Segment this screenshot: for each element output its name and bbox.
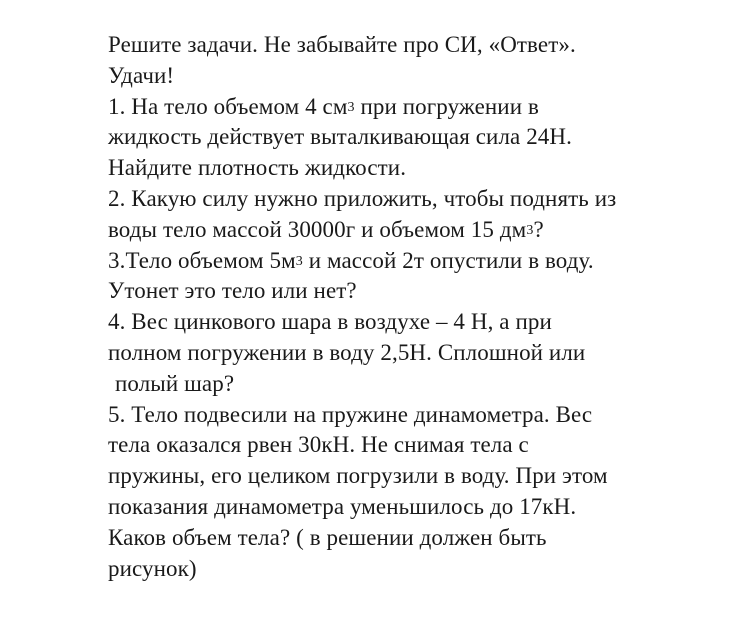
- task-4-line-3: полый шар?: [115, 370, 235, 396]
- task-2-line-2: [108, 215, 728, 246]
- task-5-line-3: пружины, его целиком погрузили в воду. При этом: [108, 463, 608, 489]
- task-5-line-6: рисунок): [108, 555, 197, 581]
- task-3-text: 3.Тело объемом 5м: [108, 247, 296, 273]
- task-5-line-5: Каков объем тела? ( в решении должен быть: [108, 524, 547, 550]
- task-5-line-4: показания динамометра уменьшилось до 17кН.: [108, 493, 577, 519]
- task-2-line-1: 2. Какую силу нужно приложить, чтобы поднять из: [108, 185, 617, 211]
- task-5-line-1: 5. Тело подвесили на пружине динамометра. Вес: [108, 401, 593, 427]
- task-text-block: [108, 30, 728, 584]
- intro-good-luck: Удачи!: [108, 62, 175, 88]
- task-1-line-3: Найдите плотность жидкости.: [108, 155, 407, 181]
- task-4-line-2: полном погружении в воду 2,5Н. Сплошной или: [108, 339, 586, 365]
- intro-instruction: Решите задачи. Не забывайте про СИ, «Ответ».: [108, 32, 576, 57]
- task-1-line-1: [108, 92, 728, 123]
- superscript-cube: 3: [347, 99, 355, 115]
- superscript-cube: 3: [295, 253, 303, 269]
- task-1-text: 1. На тело объемом 4 см: [108, 93, 348, 119]
- superscript-cube: 3: [526, 222, 534, 238]
- task-3-line-1: [108, 246, 728, 277]
- task-3-text-cont: и массой 2т опустили в воду.: [302, 247, 594, 273]
- task-2-text: воды тело массой 30000г и объемом 15 дм: [108, 216, 527, 242]
- task-2-text-cont: ?: [533, 216, 544, 242]
- task-3-line-2: Утонет это тело или нет?: [108, 278, 357, 304]
- task-1-text-cont: при погружении в: [354, 93, 539, 119]
- task-5-line-2: тела оказался рвен 30кН. Не снимая тела с: [108, 432, 529, 458]
- task-4-line-1: 4. Вес цинкового шара в воздухе – 4 Н, а при: [108, 309, 552, 335]
- task-1-line-2: жидкость действует выталкивающая сила 24Н.: [108, 124, 572, 150]
